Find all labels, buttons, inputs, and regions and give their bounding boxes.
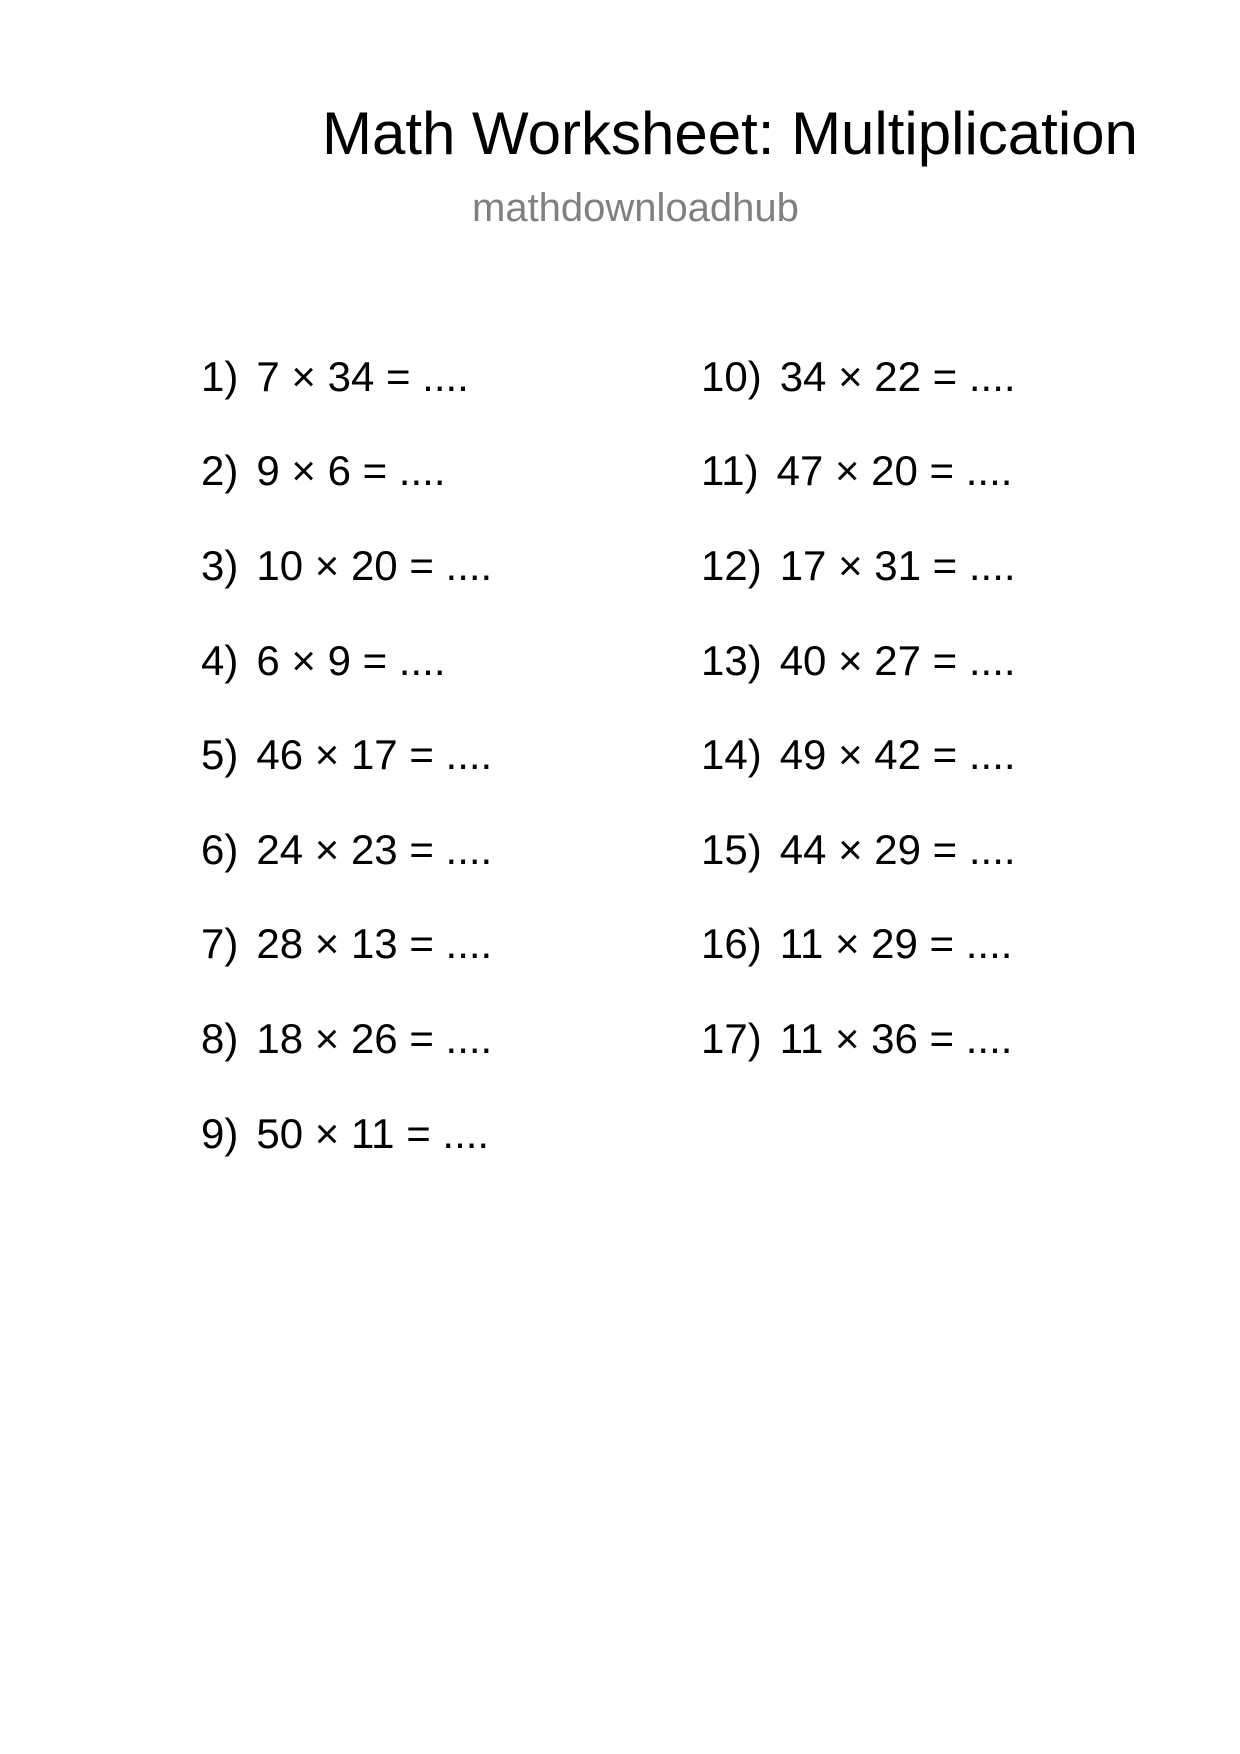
problem-item (701, 636, 1016, 686)
problem-item (201, 446, 445, 496)
problem-item (701, 352, 1016, 402)
problem-item (201, 919, 492, 969)
problem-expression: 28 × 13 = .... (256, 920, 493, 967)
problem-item (701, 730, 1016, 780)
problem-number: 9) (201, 1110, 239, 1157)
page-title: Math Worksheet: Multiplication (322, 100, 1138, 167)
problem-expression: 40 × 27 = .... (779, 637, 1016, 684)
problem-number: 16) (701, 920, 762, 967)
problem-number: 5) (201, 731, 239, 778)
problem-expression: 46 × 17 = .... (256, 731, 493, 778)
problem-number: 6) (201, 826, 239, 873)
problem-number: 8) (201, 1015, 239, 1062)
problem-expression: 7 × 34 = .... (256, 353, 469, 400)
problem-number: 1) (201, 353, 239, 400)
problem-item (701, 1014, 1012, 1064)
problem-expression: 24 × 23 = .... (256, 826, 493, 873)
problem-expression: 18 × 26 = .... (256, 1015, 493, 1062)
problem-item (201, 352, 469, 402)
problem-expression: 6 × 9 = .... (256, 637, 446, 684)
problem-item (701, 541, 1016, 591)
problem-item (201, 636, 445, 686)
problem-item (201, 1014, 492, 1064)
problem-number: 7) (201, 920, 239, 967)
problem-number: 4) (201, 637, 239, 684)
problem-item (201, 541, 492, 591)
problem-item (701, 446, 1012, 496)
problem-expression: 11 × 29 = .... (779, 920, 1013, 967)
problem-item (701, 919, 1012, 969)
problem-number: 15) (701, 826, 762, 873)
problem-number: 14) (701, 731, 762, 778)
problem-number: 17) (701, 1015, 762, 1062)
problem-item (201, 825, 492, 875)
problem-item (701, 825, 1016, 875)
problem-number: 11) (701, 447, 759, 494)
problem-expression: 17 × 31 = .... (779, 542, 1016, 589)
problem-expression: 10 × 20 = .... (256, 542, 493, 589)
problem-expression: 44 × 29 = .... (779, 826, 1016, 873)
problem-number: 2) (201, 447, 239, 494)
problem-expression: 47 × 20 = .... (776, 447, 1013, 494)
problem-expression: 50 × 11 = .... (256, 1110, 490, 1157)
problem-expression: 34 × 22 = .... (779, 353, 1016, 400)
problem-expression: 11 × 36 = .... (779, 1015, 1013, 1062)
problem-item (201, 1109, 489, 1159)
problem-item (201, 730, 492, 780)
problem-expression: 9 × 6 = .... (256, 447, 446, 494)
page-subtitle: mathdownloadhub (472, 186, 799, 230)
problem-number: 12) (701, 542, 762, 589)
problem-expression: 49 × 42 = .... (779, 731, 1016, 778)
problem-number: 13) (701, 637, 762, 684)
problem-number: 3) (201, 542, 239, 589)
problem-number: 10) (701, 353, 762, 400)
